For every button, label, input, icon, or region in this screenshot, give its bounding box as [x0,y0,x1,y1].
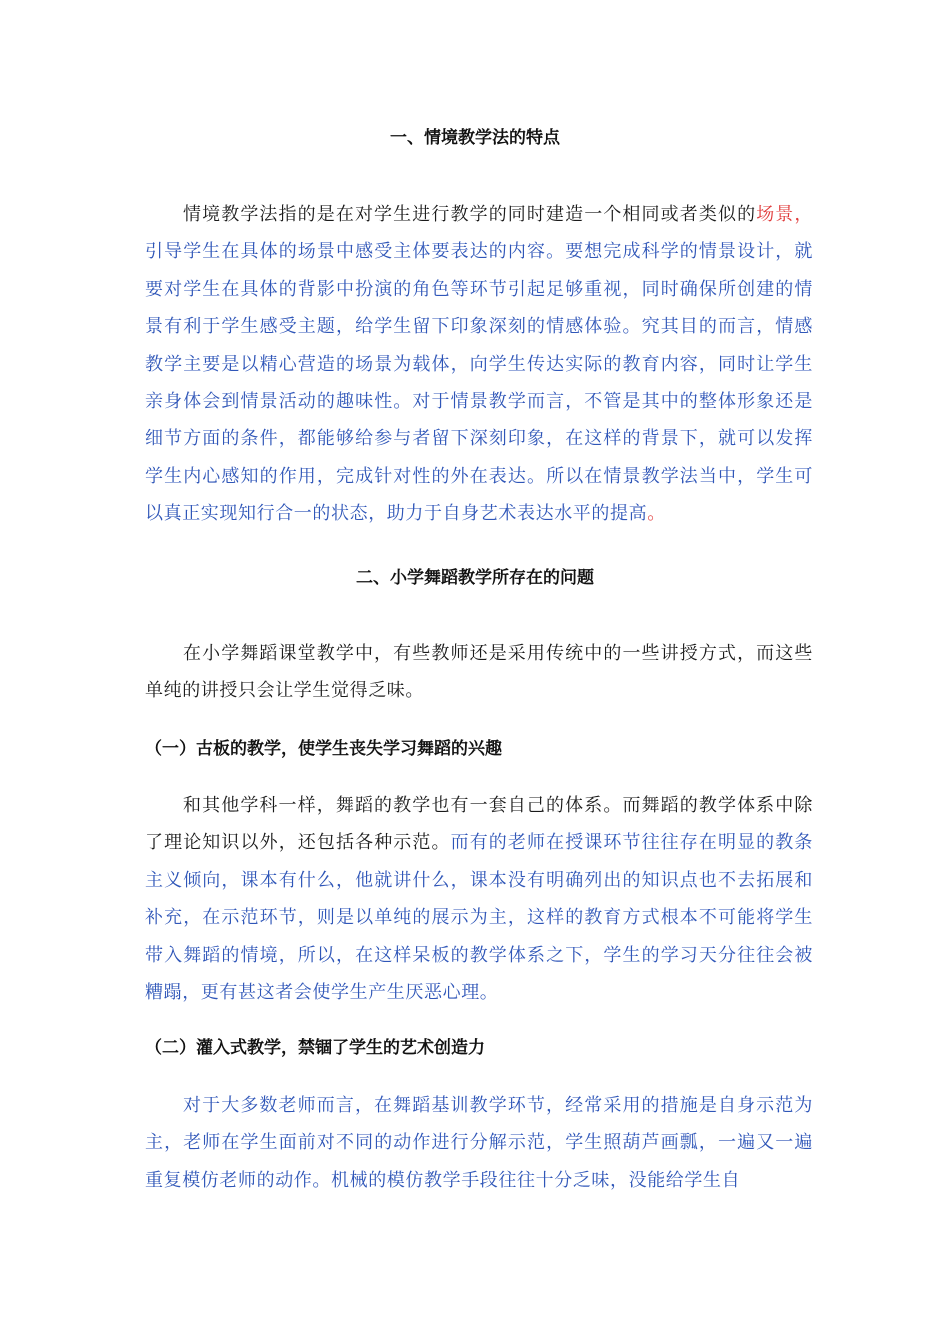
subsection-1-heading: （一）古板的教学，使学生丧失学习舞蹈的兴趣 [145,739,502,759]
subsection-1-paragraph [145,787,813,1011]
paragraph-lead-text: 情境教学法指的是在对学生进行教学的同时建造一个相同或者类似的 [183,204,757,225]
subsection-1-body-text: 而有的老师在授课环节往往存在明显的教条主义倾向，课本有什么，他就讲什么，课本没有明确列出的知识点也不去拓展和补充，在示范环节，则是以单纯的展示为主，这样的教育方式根本不可能将学生带入舞蹈的情境，所以，在这样呆板的教学体系之下，学生的学习天分往往会被糟蹋，更有甚这者会使学生产生厌恶心理。 [145,832,813,1004]
section-1-paragraph [145,196,813,533]
subsection-1-lead-text: 和其他学科一样，舞蹈的教学也有一套自己的体系。而舞蹈的教学体系中除了理论知识以外，还包括各种示范。 [145,795,813,854]
section-1-heading: 一、情境教学法的特点 [390,128,560,148]
subsection-2-paragraph: 对于大多数老师而言，在舞蹈基训教学环节，经常采用的措施是自身示范为主，老师在学生面前对不同的动作进行分解示范，学生照葫芦画瓢，一遍又一遍重复模仿老师的动作。机械的模仿教学手段往往十分乏味，没能给学生自 [145,1095,813,1191]
paragraph-body-text: 引导学生在具体的场景中感受主体要表达的内容。要想完成科学的情景设计，就要对学生在具体的背影中扮演的角色等环节引起足够重视，同时确保所创建的情景有利于学生感受主题，给学生留下印象深刻的情感体验。究其目的而言，情感教学主要是以精心营造的场景为载体，向学生传达实际的教育内容，同时让学生亲身体会到情景活动的趣味性。对于情景教学而言，不管是其中的整体形象还是细节方面的条件，都能够给参与者留下深刻印象，在这样的背景下，就可以发挥学生内心感知的作用，完成针对性的外在表达。所以在情景教学法当中，学生可以真正实现知行合一的状态，助力于自身艺术表达水平的提高 [145,241,813,525]
subsection-2-heading: （二）灌入式教学，禁锢了学生的艺术创造力 [145,1038,485,1058]
paragraph-end-mark: 。 [647,503,666,525]
section-2-intro: 在小学舞蹈课堂教学中，有些教师还是采用传统中的一些讲授方式，而这些单纯的讲授只会让学生觉得乏味。 [145,643,813,702]
highlight-text: 场景， [756,204,813,225]
section-2-heading: 二、小学舞蹈教学所存在的问题 [356,568,594,588]
